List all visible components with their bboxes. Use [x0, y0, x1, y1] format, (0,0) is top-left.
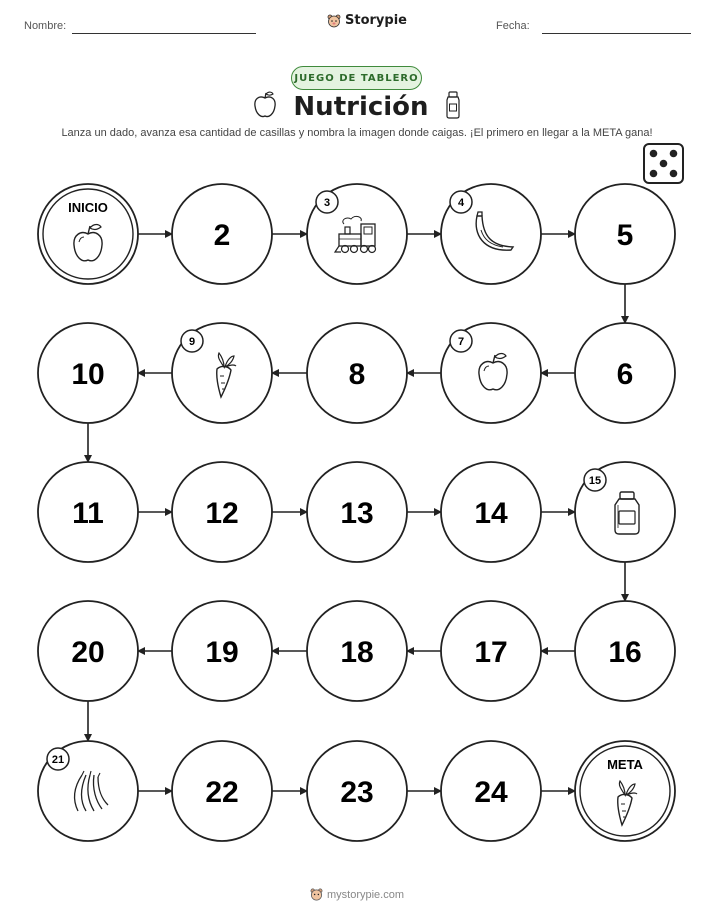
cell-number: 4: [457, 197, 465, 209]
board-cell-25[interactable]: [575, 741, 675, 841]
cell-number: 8: [348, 358, 366, 391]
cell-number: 19: [205, 636, 239, 669]
cell-number: 11: [72, 497, 104, 530]
cell-number: 6: [616, 358, 634, 391]
brand-name: Storypie: [345, 13, 407, 28]
cell-number: 16: [608, 636, 642, 669]
board-cell-11[interactable]: [38, 462, 138, 562]
dice-pip: [660, 160, 668, 168]
cell-number: 15: [588, 475, 602, 487]
cell-number: 12: [205, 497, 239, 530]
footer: [310, 888, 404, 901]
footer-url: mystorypie.com: [327, 888, 405, 901]
board-cell-20[interactable]: [38, 601, 138, 701]
date-label: Fecha:: [496, 20, 530, 32]
cell-label: META: [607, 757, 643, 772]
dice-pip: [650, 150, 658, 158]
dice-pip: [670, 170, 678, 178]
board-cell-8[interactable]: [307, 323, 407, 423]
cell-number: 10: [71, 358, 105, 391]
board-cell-24[interactable]: [441, 741, 541, 841]
cell-number: 3: [323, 197, 331, 209]
board-cell-7[interactable]: [441, 323, 541, 423]
board-cell-10[interactable]: [38, 323, 138, 423]
board-cell-3[interactable]: [307, 184, 407, 284]
cell-number: 20: [71, 636, 105, 669]
game-type-badge: JUEGO DE TABLERO: [291, 66, 422, 90]
cell-number: 2: [213, 219, 231, 252]
board-cell-15[interactable]: [575, 462, 675, 562]
dice-pip: [670, 150, 678, 158]
bear-logo-icon: [310, 888, 323, 901]
board-cell-14[interactable]: [441, 462, 541, 562]
board-cell-21[interactable]: [38, 741, 138, 841]
board-cell-17[interactable]: [441, 601, 541, 701]
cell-number: 21: [51, 754, 65, 766]
board-cell-16[interactable]: [575, 601, 675, 701]
cell-number: 23: [340, 776, 374, 809]
cell-number: 18: [340, 636, 374, 669]
name-label: Nombre:: [24, 20, 67, 32]
cell-number: 17: [474, 636, 508, 669]
board-cell-22[interactable]: [172, 741, 272, 841]
board-cell-9[interactable]: [172, 323, 272, 423]
cell-number: 9: [188, 336, 196, 348]
cell-number: 13: [340, 497, 374, 530]
board-cell-12[interactable]: [172, 462, 272, 562]
board-cell-1[interactable]: [38, 184, 138, 284]
title-text: Nutrición: [293, 92, 429, 122]
cell-number: 22: [205, 776, 239, 809]
instructions: Lanza un dado, avanza esa cantidad de casillas y nombra la imagen donde caigas. ¡El primero en llegar a la META gana!: [61, 127, 653, 139]
cell-number: 24: [474, 776, 508, 809]
cell-number: 5: [616, 219, 634, 252]
board-cell-13[interactable]: [307, 462, 407, 562]
board-cell-23[interactable]: [307, 741, 407, 841]
board-cell-5[interactable]: [575, 184, 675, 284]
board-cell-6[interactable]: [575, 323, 675, 423]
board-cell-19[interactable]: [172, 601, 272, 701]
dice-icon: [644, 144, 683, 183]
cell-label: INICIO: [68, 200, 108, 215]
board-cell-2[interactable]: [172, 184, 272, 284]
cell-number: 7: [457, 336, 465, 348]
board-cell-4[interactable]: [441, 184, 541, 284]
dice-pip: [650, 170, 658, 178]
cell-number: 14: [474, 497, 508, 530]
board-cell-18[interactable]: [307, 601, 407, 701]
